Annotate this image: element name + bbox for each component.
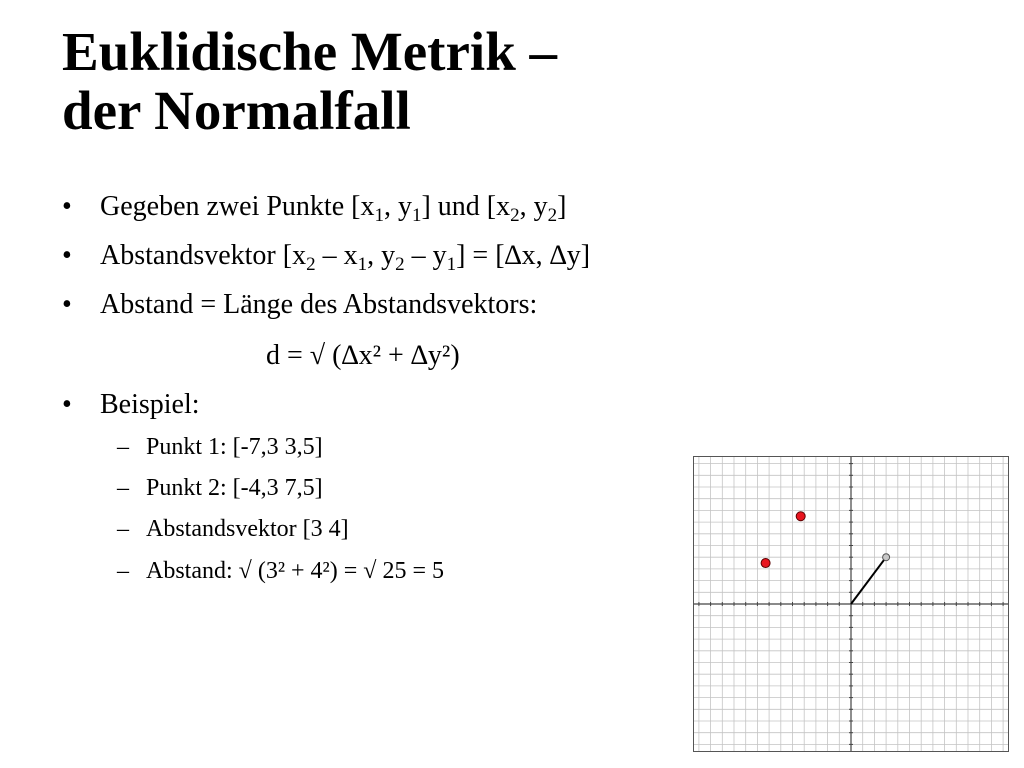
bullet-marker: • — [62, 240, 72, 271]
distance-formula: d = √ (∆x² + ∆y²) — [266, 340, 460, 371]
title-line-2: der Normalfall — [62, 80, 411, 141]
sub-item-text: Punkt 2: [-4,3 7,5] — [146, 475, 323, 501]
coordinate-grid-figure — [693, 456, 1009, 752]
sub-item-vector — [117, 515, 349, 543]
dash-marker: – — [117, 434, 129, 460]
dash-marker: – — [117, 475, 129, 501]
slide-title — [62, 22, 557, 140]
bullet-given-points: • Gegeben zwei Punkte [$x_1$, $y_1$] und [$x_2$, $y_2$] — [62, 191, 567, 226]
bullet-example — [62, 389, 200, 421]
sub-item-text: Abstand: √ (3² + 4²) = √ 25 = 5 — [146, 558, 444, 584]
vector-endpoint — [883, 554, 890, 561]
sub-item-point-1 — [117, 433, 323, 461]
sub-item-text: Abstandsvektor [3 4] — [146, 516, 349, 542]
bullet-marker: • — [62, 289, 72, 320]
bullet-marker: • — [62, 389, 72, 420]
dash-marker: – — [117, 558, 129, 584]
point-1 — [761, 559, 770, 568]
bullet-marker: • — [62, 191, 72, 222]
bullet-text: Abstand = Länge des Abstandsvektors: — [100, 289, 538, 320]
sub-item-text: Punkt 1: [-7,3 3,5] — [146, 434, 323, 460]
title-line-1: Euklidische Metrik – — [62, 21, 558, 82]
bullet-distance-vector: • Abstandsvektor [$x_2 - x_1$, $y_2 - y_1] = [\Delta x$, ∆y] — [62, 240, 591, 275]
sub-item-point-2 — [117, 474, 323, 502]
dash-marker: – — [117, 516, 129, 542]
sub-item-distance — [117, 557, 444, 585]
bullet-text: Beispiel: — [100, 389, 200, 420]
bullet-distance-length — [62, 289, 538, 321]
point-2 — [796, 512, 805, 521]
